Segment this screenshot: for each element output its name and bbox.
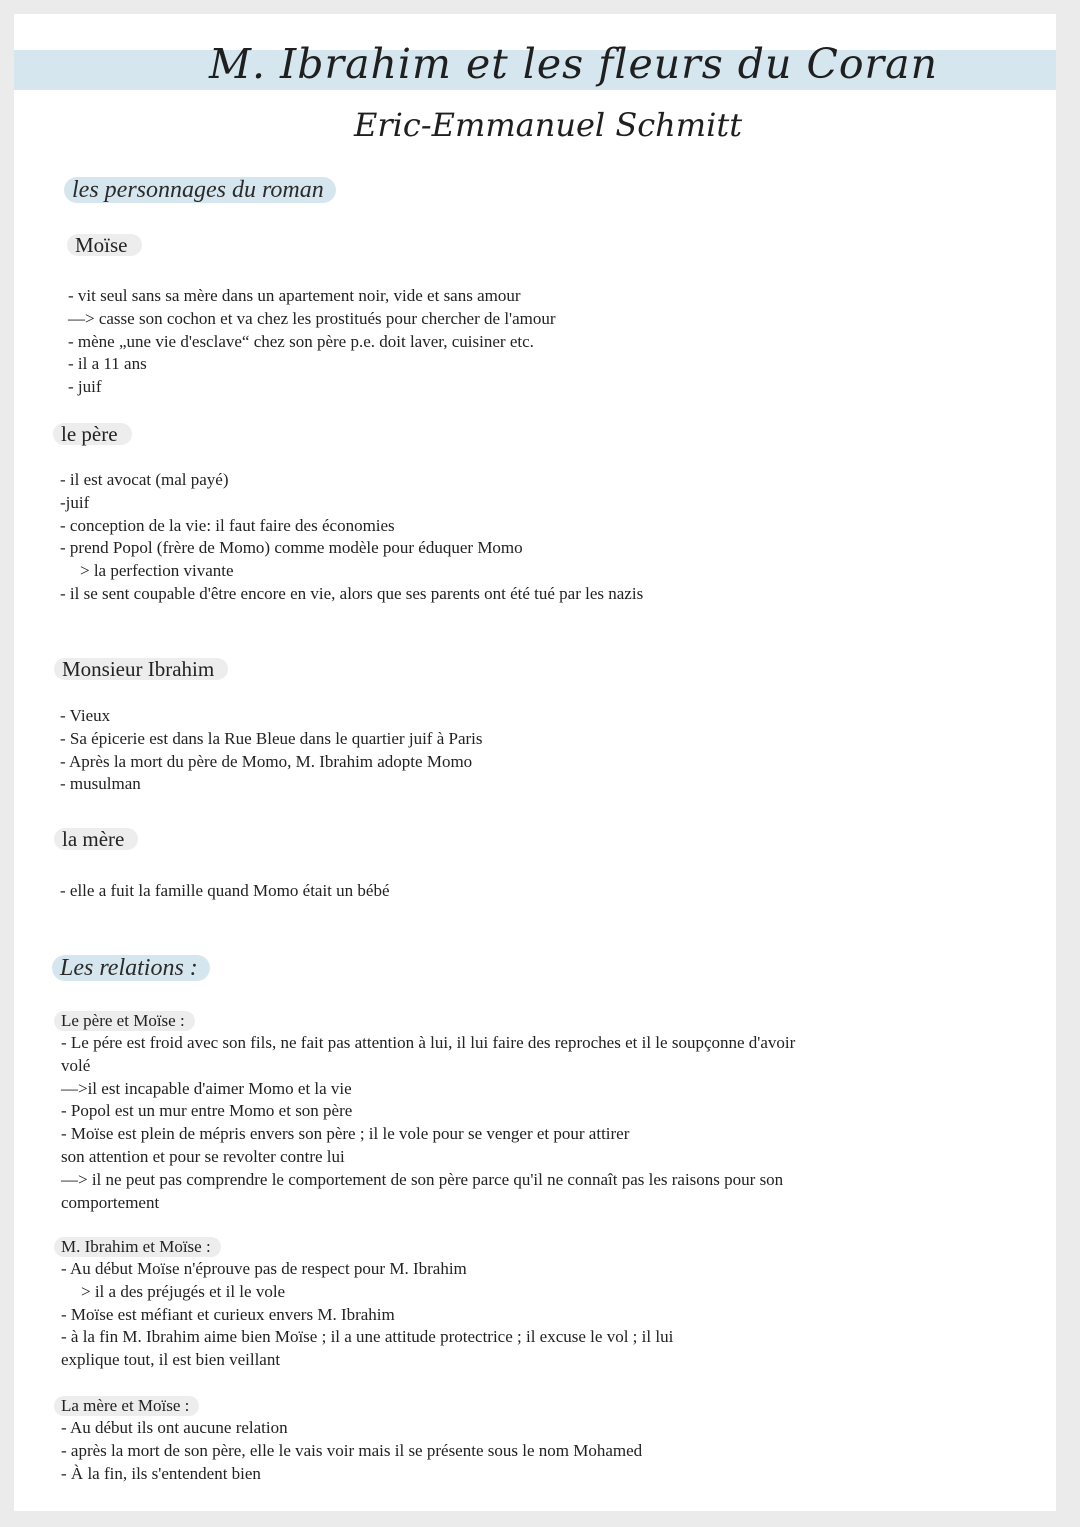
rel-mere-list [61,1417,642,1485]
rel-mere-heading: La mère et Moïse : [54,1396,199,1416]
list-item: - vit seul sans sa mère dans un apartement noir, vide et sans amour [68,286,521,305]
section-characters-heading: les personnages du roman [64,177,336,203]
list-item: - il est avocat (mal payé) [60,470,229,489]
list-item: - Moïse est méfiant et curieux envers M. Ibrahim [61,1304,395,1324]
list-item: > il a des préjugés et il le vole [81,1281,286,1301]
list-item: - Au début ils ont aucune relation [61,1418,288,1437]
list-item: —> casse son cochon et va chez les prostitués pour chercher de l'amour [68,308,556,328]
list-item: - Après la mort du père de Momo, M. Ibrahim adopte Momo [60,751,473,771]
list-item: - À la fin, ils s'entendent bien [61,1463,261,1483]
rel-pere-heading: Le père et Moïse : [54,1011,195,1031]
list-item: volé [61,1055,91,1075]
list-item: explique tout, il est bien veillant [61,1350,281,1370]
list-item: - Au début Moïse n'éprouve pas de respect pour M. Ibrahim [61,1259,467,1278]
ibrahim-list [60,705,483,796]
moise-heading: Moïse [67,234,142,256]
mere-heading: la mère [54,828,138,850]
rel-ibrahim-heading: M. Ibrahim et Moïse : [54,1237,221,1257]
list-item: - elle a fuit la famille quand Momo était un bébé [60,881,390,900]
document-author: Eric-Emmanuel Schmitt [354,106,743,144]
list-item: - à la fin M. Ibrahim aime bien Moïse ; il a une attitude protectrice ; il excuse le vol ; il lui [61,1327,674,1347]
list-item: - il se sent coupable d'être encore en vie, alors que ses parents ont été tué par les nazis [60,583,644,603]
list-item: - prend Popol (frère de Momo) comme modèle pour éduquer Momo [60,538,523,558]
list-item: - musulman [60,774,141,794]
rel-ibrahim-list [61,1258,673,1372]
list-item: comportement [61,1192,160,1212]
list-item: —> il ne peut pas comprendre le comportement de son père parce qu'il ne connaît pas les raisons pour son [61,1169,784,1189]
list-item: - Le pére est froid avec son fils, ne fait pas attention à lui, il lui faire des reproches et il le soupçonne d'avoir [61,1033,796,1052]
mere-list [60,880,390,903]
list-item: - juif [68,377,102,397]
moise-list [68,285,556,399]
list-item: > la perfection vivante [80,561,234,581]
list-item: - Popol est un mur entre Momo et son père [61,1101,353,1121]
document-page [14,14,1056,1511]
list-item: - il a 11 ans [68,354,147,374]
list-item: - Moïse est plein de mépris envers son père ; il le vole pour se venger et pour attirer [61,1124,630,1144]
list-item: - Vieux [60,706,111,725]
section-relations-heading: Les relations : [52,955,210,981]
list-item: son attention et pour se revolter contre lui [61,1146,345,1166]
document-title: M. Ibrahim et les fleurs du Coran [209,40,938,88]
list-item: -juif [60,492,90,512]
list-item: - Sa épicerie est dans la Rue Bleue dans le quartier juif à Paris [60,728,483,748]
pere-list [60,469,643,606]
ibrahim-heading: Monsieur Ibrahim [54,658,228,680]
rel-pere-list [61,1032,795,1214]
pere-heading: le père [53,423,132,445]
list-item: - mène „une vie d'esclave“ chez son père p.e. doit laver, cuisiner etc. [68,331,534,351]
list-item: - après la mort de son père, elle le vais voir mais il se présente sous le nom Mohamed [61,1440,643,1460]
list-item: —>il est incapable d'aimer Momo et la vie [61,1078,352,1098]
list-item: - conception de la vie: il faut faire des économies [60,515,395,535]
